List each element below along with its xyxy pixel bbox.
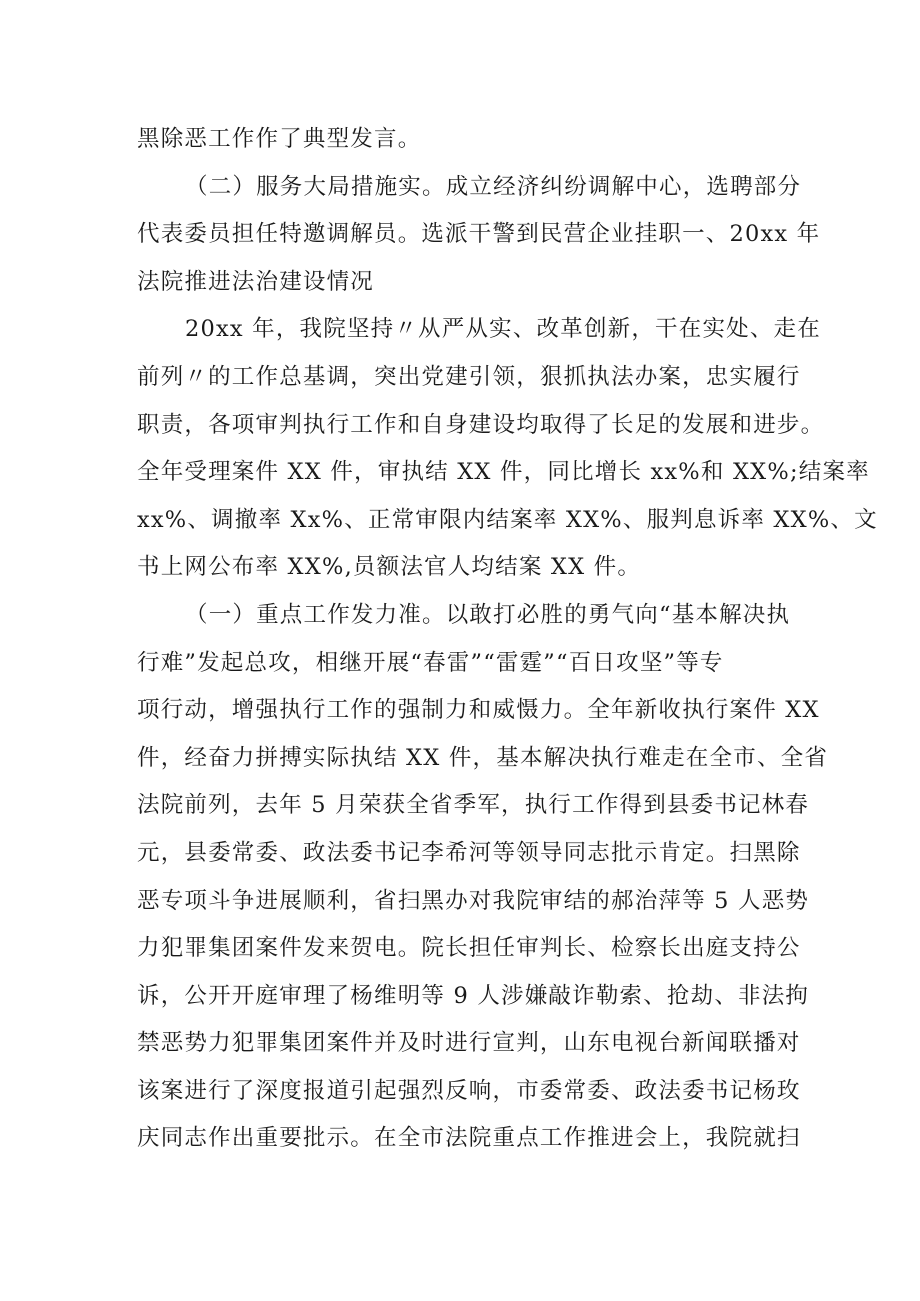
text-line: 元，县委常委、政法委书记李希河等领导同志批示肯定。扫黑除: [137, 839, 801, 866]
text-line: 法院前列，去年 5 月荣获全省季军，执行工作得到县委书记林春: [137, 792, 810, 819]
text-line: 诉，公开开庭审理了杨维明等 9 人涉嫌敲诈勒索、抢劫、非法拘: [137, 982, 810, 1009]
text-line: 项行动，增强执行工作的强制力和威慑力。全年新收执行案件 XX: [137, 697, 820, 724]
paragraph-heading-1: （一）重点工作发力准。以敢打必胜的勇气向“基本解决执: [185, 601, 791, 628]
text-line: 件，经奋力拼搏实际执结 XX 件，基本解决执行难走在全市、全省: [137, 744, 829, 771]
text-line: 职责，各项审判执行工作和自身建设均取得了长足的发展和进步。: [137, 411, 825, 438]
body-text: [137, 116, 878, 1163]
text-line: 恶专项斗争进展顺利，省扫黑办对我院审结的郝治萍等 5 人恶势: [137, 887, 810, 914]
text-line: 庆同志作出重要批示。在全市法院重点工作推进会上，我院就扫: [137, 1125, 801, 1152]
text-line: 行难”发起总攻，相继开展“春雷”“雷霆”“百日攻坚”等专: [137, 649, 724, 676]
text-line: 力犯罪集团案件发来贺电。院长担任审判长、检察长出庭支持公: [137, 935, 801, 962]
text-line: 全年受理案件 XX 件，审执结 XX 件，同比增长 xx%和 XX%;结案率: [137, 459, 870, 486]
text-line: xx%、调撤率 Xx%、正常审限内结案率 XX%、服判息诉率 XX%、文: [137, 506, 878, 533]
text-line: 该案进行了深度报道引起强烈反响，市委常委、政法委书记杨玫: [137, 1077, 801, 1104]
text-line: 黑除恶工作作了典型发言。: [137, 126, 422, 152]
paragraph-heading-2: （二）服务大局措施实。成立经济纠纷调解中心，选聘部分: [185, 173, 802, 200]
text-line: 法院推进法治建设情况: [137, 268, 375, 295]
paragraph-start: 20xx 年，我院坚持〃从严从实、改革创新，干在实处、走在: [185, 316, 821, 343]
text-line: 前列〃的工作总基调，突出党建引领，狠抓执法办案，忠实履行: [137, 363, 801, 390]
text-line: 代表委员担任特邀调解员。选派干警到民营企业挂职一、20xx 年: [137, 221, 821, 248]
text-line: 书上网公布率 XX%,员额法官人均结案 XX 件。: [137, 554, 642, 581]
text-line: 禁恶势力犯罪集团案件并及时进行宣判，山东电视台新闻联播对: [137, 1030, 801, 1057]
